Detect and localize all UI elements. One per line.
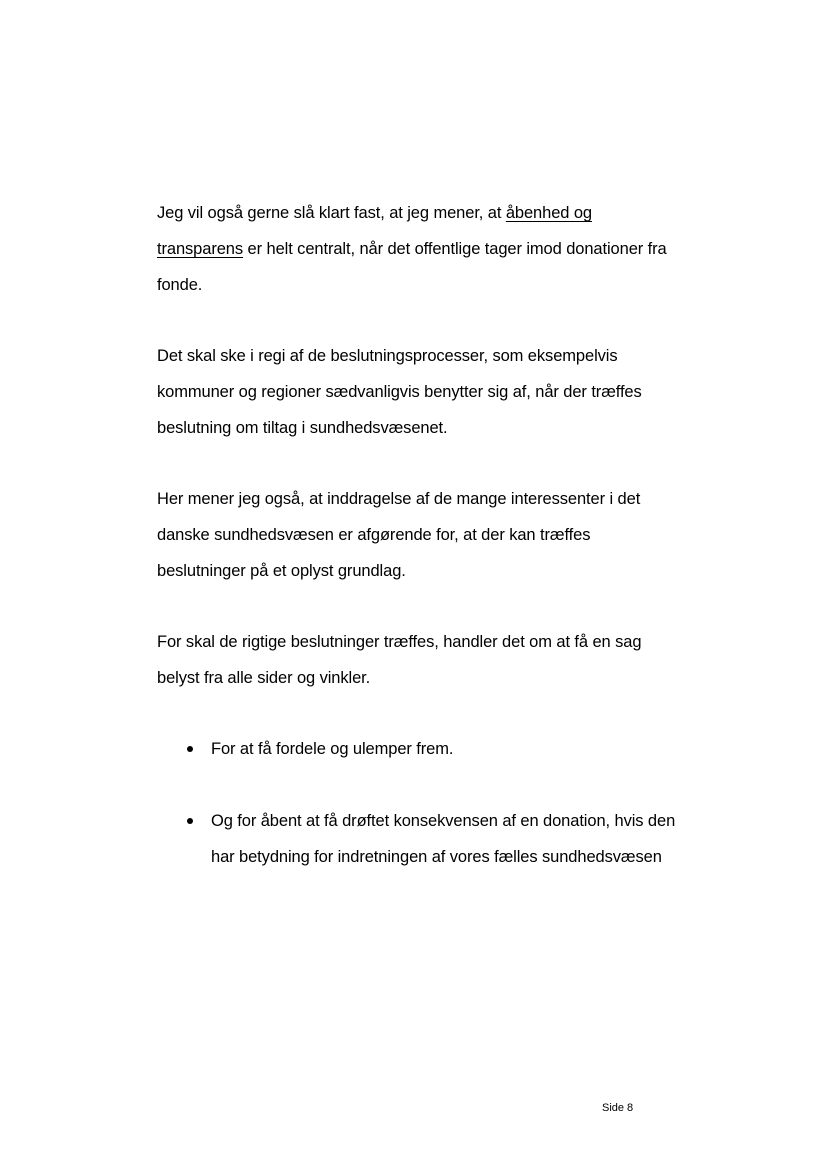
list-item-text: Og for åbent at få drøftet konsekvensen af en donation, hvis den har betydning for indretningen af vores fælles sundhedsvæsen: [211, 812, 676, 866]
underlined-phrase: åbenhed og transparens: [157, 204, 593, 258]
page-footer: [602, 1101, 633, 1115]
page-number: 8: [627, 1102, 634, 1114]
bullet-dot-icon: [187, 818, 193, 824]
paragraph-3: Her mener jeg også, at inddragelse af de mange interessenter i det danske sundhedsvæsen er afgørende for, at der kan træffes beslutninger på et oplyst grundlag.: [157, 490, 641, 580]
paragraph-2: Det skal ske i regi af de beslutningsprocesser, som eksempelvis kommuner og regioner sædvanligvis benytter sig af, når der træffes beslutning om tiltag i sundhedsvæsenet.: [157, 347, 642, 437]
paragraph-1-text-before: Jeg vil også gerne slå klart fast, at jeg mener, at: [157, 204, 506, 222]
bullet-dot-icon: [187, 746, 193, 752]
list-item: [157, 731, 677, 767]
page-label: Side: [602, 1102, 625, 1114]
paragraph-4: For skal de rigtige beslutninger træffes, handler det om at få en sag belyst fra alle sider og vinkler.: [157, 633, 642, 687]
list-item-text: For at få fordele og ulemper frem.: [211, 740, 454, 758]
bullet-list: [157, 731, 677, 875]
paragraph-1: [157, 195, 677, 303]
list-item: [157, 803, 677, 875]
paragraph-1-text-after: er helt centralt, når det offentlige tager imod donationer fra fonde.: [157, 240, 667, 294]
document-body: [157, 195, 677, 911]
